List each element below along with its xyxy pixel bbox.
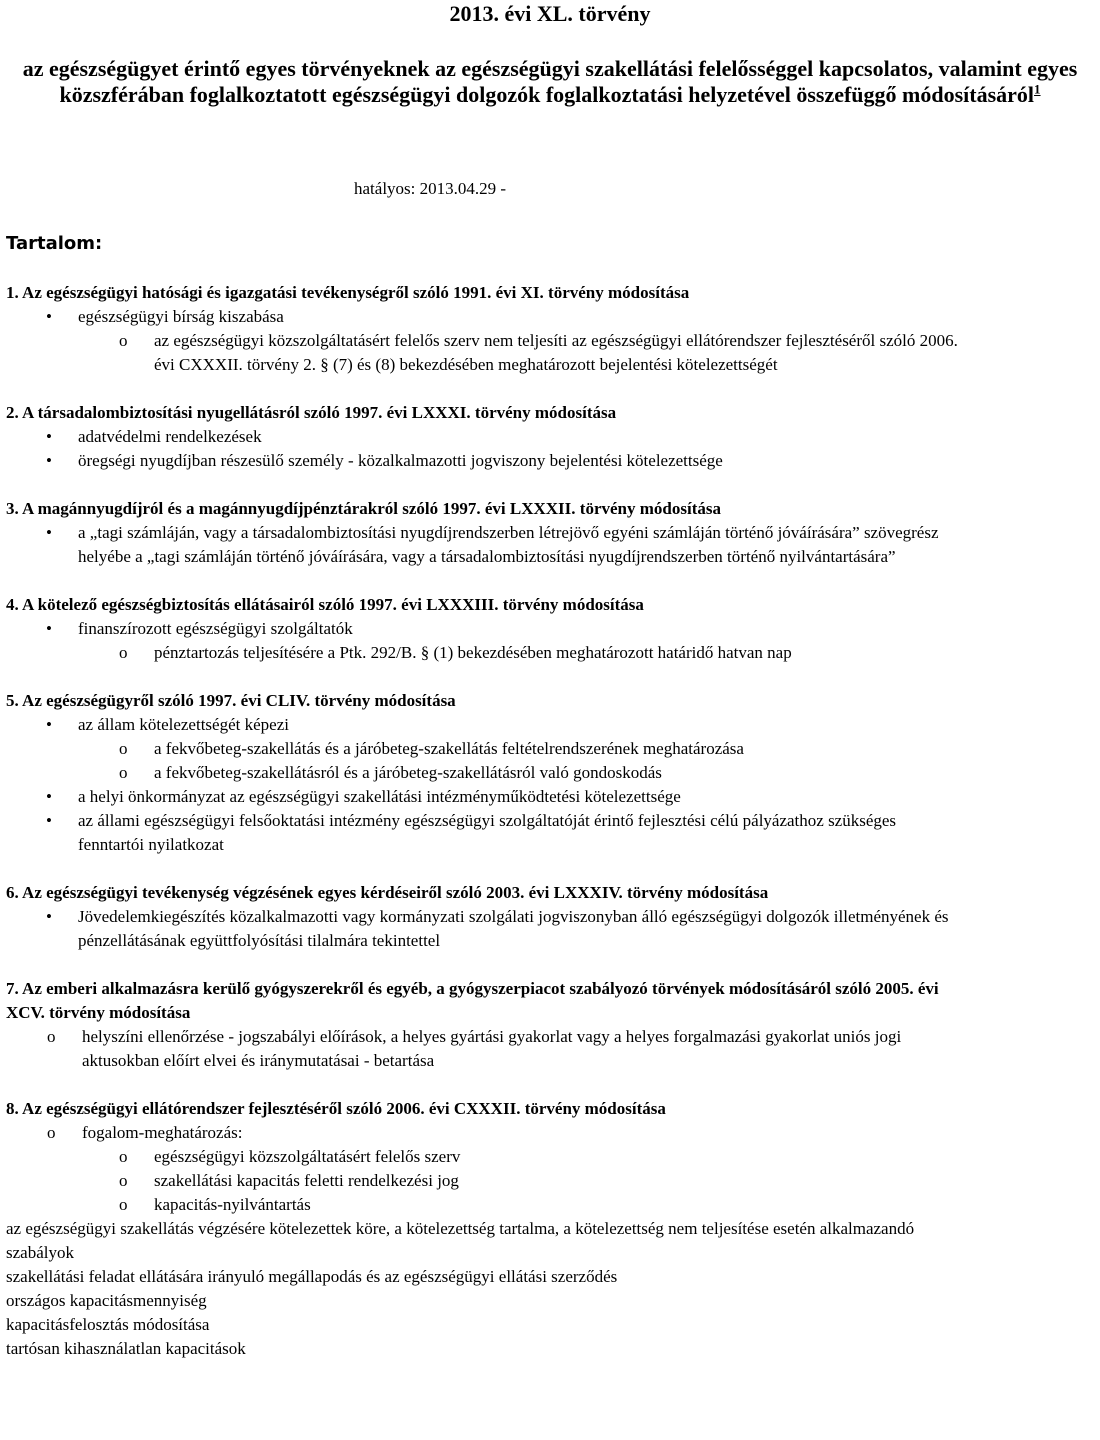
toc-content — [6, 281, 960, 1361]
bullet-text: öregségi nyugdíjban részesülő személy - közalkalmazotti jogviszony bejelentési kötelezettsége — [78, 451, 723, 470]
sub-item: o pénztartozás teljesítésére a Ptk. 292/B. § (1) bekezdésében meghatározott határidő hatvan nap — [6, 641, 960, 665]
section-gap — [6, 1073, 960, 1097]
sub-item: o szakellátási kapacitás feletti rendelkezési jog — [6, 1169, 960, 1193]
bullet-item — [6, 713, 960, 785]
bullet-list — [6, 305, 960, 377]
section-gap — [6, 569, 960, 593]
toc-section — [6, 881, 960, 953]
sub-item: o a fekvőbeteg-szakellátásról és a járóbeteg-szakellátásról való gondoskodás — [6, 761, 960, 785]
bullet-list — [6, 521, 960, 569]
bullet-list — [6, 713, 960, 857]
section-title: 1. Az egészségügyi hatósági és igazgatási tevékenységről szóló 1991. évi XI. törvény módosítása — [6, 283, 690, 302]
section-gap — [6, 953, 960, 977]
section-title: 4. A kötelező egészségbiztosítás ellátásairól szóló 1997. évi LXXXIII. törvény módosítása — [6, 595, 644, 614]
section-gap — [6, 377, 960, 401]
toc-section — [6, 281, 960, 377]
section-title: 5. Az egészségügyről szóló 1997. évi CLIV. törvény módosítása — [6, 691, 456, 710]
toc-section — [6, 977, 960, 1073]
circle-text: fogalom-meghatározás: — [82, 1123, 243, 1142]
bullet-text: a helyi önkormányzat az egészségügyi szakellátási intézményműködtetési kötelezettsége — [78, 787, 681, 806]
circle-list — [6, 1121, 960, 1217]
plain-item: szakellátási feladat ellátására irányuló megállapodás és az egészségügyi ellátási szerződés — [6, 1267, 618, 1286]
toc-section — [6, 401, 960, 473]
plain-item: országos kapacitásmennyiség — [6, 1291, 207, 1310]
sub-item: o az egészségügyi közszolgáltatásért felelős szerv nem teljesíti az egészségügyi ellátórendszer fejlesztéséről szóló 2006. évi CXXXII. törvény 2. § (7) és (8) bekezdésében meghatározott bejelentési kötelezettségét — [6, 329, 960, 377]
bullet-text: adatvédelmi rendelkezések — [78, 427, 262, 446]
effective-date: hatályos: 2013.04.29 - — [354, 179, 507, 198]
bullet-text: az állam kötelezettségét képezi — [78, 715, 289, 734]
bullet-text: a „tagi számláján, vagy a társadalombiztosítási nyugdíjrendszerben létrejövő egyéni számláján történő jóváírására” szövegrész helyébe a „tagi számláján történő jóváírására, vagy a társadalombiztosítási nyugdíjrendszerben történő nyilvántartására” — [78, 523, 939, 566]
bullet-list — [6, 617, 960, 665]
bullet-item — [6, 785, 960, 809]
section-title: 3. A magánnyugdíjról és a magánnyugdíjpénztárakról szóló 1997. évi LXXXII. törvény módosítása — [6, 499, 721, 518]
bullet-item — [6, 305, 960, 377]
toc-heading: Tartalom: — [6, 233, 103, 254]
sub-item: o kapacitás-nyilvántartás — [6, 1193, 960, 1217]
circle-item — [6, 1121, 960, 1217]
section-title: 6. Az egészségügyi tevékenység végzésének egyes kérdéseiről szóló 2003. évi LXXXIV. törvény módosítása — [6, 883, 769, 902]
bullet-list — [6, 905, 960, 953]
sub-list — [78, 737, 960, 785]
sub-list — [78, 329, 960, 377]
plain-item: kapacitásfelosztás módosítása — [6, 1315, 210, 1334]
sub-list — [78, 641, 960, 665]
toc-section — [6, 1097, 960, 1361]
section-gap — [6, 473, 960, 497]
section-title: 7. Az emberi alkalmazásra kerülő gyógyszerekről és egyéb, a gyógyszerpiacot szabályozó törvények módosításáról szóló 2005. évi XCV. törvény módosítása — [6, 979, 939, 1022]
plain-item: az egészségügyi szakellátás végzésére kötelezettek köre, a kötelezettség tartalma, a kötelezettség nem teljesítése esetén alkalmazandó szabályok — [6, 1219, 915, 1262]
toc-section — [6, 593, 960, 665]
sub-item: o egészségügyi közszolgáltatásért felelős szerv — [6, 1145, 960, 1169]
bullet-text: finanszírozott egészségügyi szolgáltatók — [78, 619, 353, 638]
bullet-text: Jövedelemkiegészítés közalkalmazotti vagy kormányzati szolgálati jogviszonyban álló egészségügyi dolgozók illetményének és pénzellátásának együttfolyósítási tilalmára tekintettel — [78, 907, 949, 950]
bullet-item — [6, 809, 960, 857]
toc-section — [6, 689, 960, 857]
law-title: 2013. évi XL. törvény — [449, 1, 651, 26]
bullet-item — [6, 617, 960, 665]
section-gap — [6, 857, 960, 881]
bullet-item — [6, 425, 960, 449]
plain-item: tartósan kihasználatlan kapacitások — [6, 1339, 246, 1358]
law-subtitle — [0, 56, 1100, 108]
bullet-text: egészségügyi bírság kiszabása — [78, 307, 284, 326]
sub-list — [82, 1145, 960, 1217]
subtitle-text: az egészségügyet érintő egyes törvényeknek az egészségügyi szakellátási felelősséggel kapcsolatos, valamint egyes közszférában foglalkoztatott egészségügyi dolgozók foglalkoztatási helyzetével összefüggő módosításáról — [22, 56, 1078, 107]
footnote-link[interactable]: 1 — [1034, 81, 1041, 97]
section-title: 2. A társadalombiztosítási nyugellátásról szóló 1997. évi LXXXI. törvény módosítása — [6, 403, 617, 422]
plain-list — [6, 1217, 960, 1361]
circle-item — [6, 1025, 960, 1073]
bullet-list — [6, 425, 960, 473]
bullet-item — [6, 905, 960, 953]
bullet-item — [6, 449, 960, 473]
section-gap — [6, 665, 960, 689]
bullet-text: az állami egészségügyi felsőoktatási intézmény egészségügyi szolgáltatóját érintő fejlesztési célú pályázathoz szükséges fenntartói nyilatkozat — [78, 811, 897, 854]
toc-section — [6, 497, 960, 569]
circle-text: helyszíni ellenőrzése - jogszabályi előírások, a helyes gyártási gyakorlat vagy a helyes forgalmazási gyakorlat uniós jogi aktusokban előírt elvei és iránymutatásai - betartása — [82, 1027, 902, 1070]
circle-list — [6, 1025, 960, 1073]
sub-item: o a fekvőbeteg-szakellátás és a járóbeteg-szakellátás feltételrendszerének meghatározása — [6, 737, 960, 761]
bullet-item — [6, 521, 960, 569]
section-title: 8. Az egészségügyi ellátórendszer fejlesztéséről szóló 2006. évi CXXXII. törvény módosítása — [6, 1099, 666, 1118]
